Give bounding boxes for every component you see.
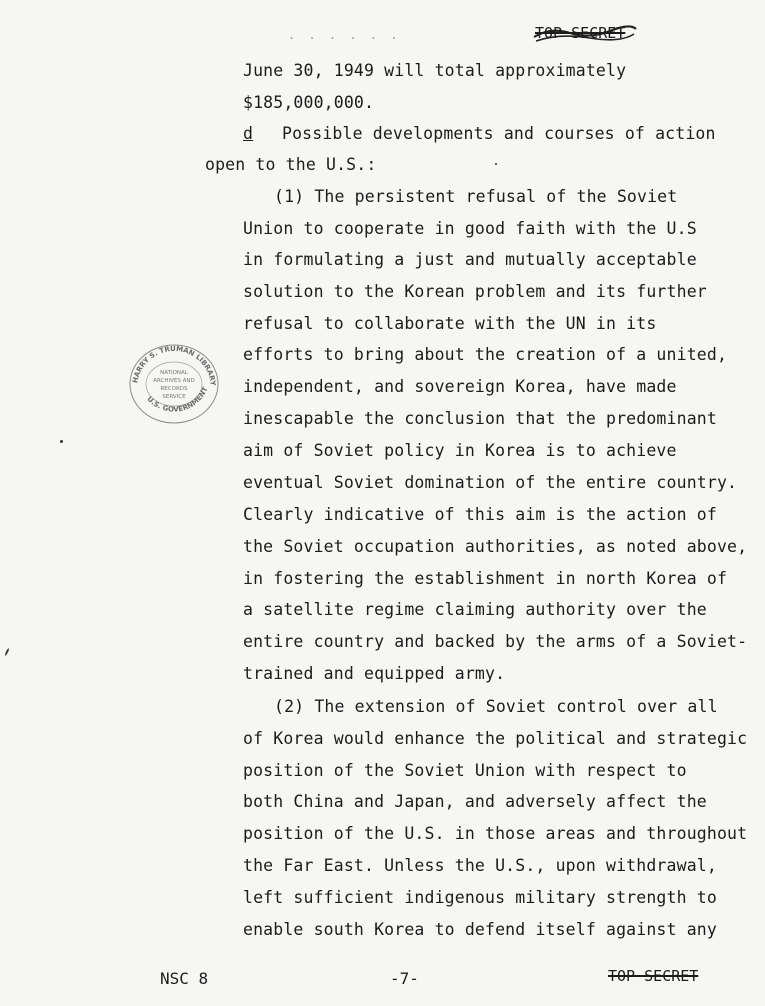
footer-classification: TOP SECRET (608, 967, 699, 985)
paragraph-line: Union to cooperate in good faith with the U.S (243, 219, 697, 238)
section-heading-line: open to the U.S.: (205, 155, 377, 174)
paragraph-line: a satellite regime claiming authority over the (243, 600, 707, 619)
paragraph-line: position of the U.S. in those areas and throughout (243, 824, 748, 843)
paragraph-line: efforts to bring about the creation of a united, (243, 345, 728, 364)
paragraph-line: refusal to collaborate with the UN in its (243, 314, 657, 333)
stamp-line: RECORDS (160, 386, 188, 392)
paragraph-line: eventual Soviet domination of the entire country. (243, 473, 738, 492)
scan-speck (60, 440, 63, 443)
paragraph-line: aim of Soviet policy in Korea is to achieve (243, 441, 677, 460)
stamp-line: ARCHIVES AND (153, 378, 195, 384)
paragraph-line: (2) The extension of Soviet control over all (274, 697, 718, 716)
paragraph-line: the Soviet occupation authorities, as noted above, (243, 537, 748, 556)
paragraph-line: inescapable the conclusion that the predominant (243, 409, 717, 428)
paragraph-line: trained and equipped army. (243, 664, 506, 683)
paragraph-line: enable south Korea to defend itself against any (243, 920, 717, 939)
paragraph-line: both China and Japan, and adversely affect the (243, 792, 707, 811)
paragraph-line: solution to the Korean problem and its further (243, 282, 707, 301)
faint-marks: . . . . . . (288, 28, 401, 42)
paragraph-line: Clearly indicative of this aim is the action of (243, 505, 717, 524)
paragraph-line: entire country and backed by the arms of a Soviet- (243, 632, 748, 651)
paragraph-line: of Korea would enhance the political and strategic (243, 729, 748, 748)
stamp-text-top: HARRY S. TRUMAN LIBRARY (131, 344, 217, 387)
continuation-line: June 30, 1949 will total approximately (243, 61, 627, 80)
archives-seal-stamp-icon (125, 340, 223, 424)
stamp-line: SERVICE (162, 394, 186, 400)
scan-speck (4, 648, 9, 656)
continuation-line: $185,000,000. (243, 93, 375, 112)
stamp-line: NATIONAL (160, 370, 188, 376)
paragraph-line: in formulating a just and mutually acceptable (243, 250, 697, 269)
paragraph-line: (1) The persistent refusal of the Soviet (274, 187, 678, 206)
header-classification: TOP SECRET (535, 24, 626, 42)
scan-speck (495, 163, 497, 165)
paragraph-line: position of the Soviet Union with respect to (243, 761, 687, 780)
paragraph-line: in fostering the establishment in north Korea of (243, 569, 728, 588)
section-letter: d (243, 124, 254, 143)
paragraph-line: the Far East. Unless the U.S., upon withdrawal, (243, 856, 717, 875)
stamp-text-bottom: U.S. GOVERNMENT (145, 385, 210, 414)
paragraph-line: independent, and sovereign Korea, have made (243, 377, 677, 396)
paragraph-line: left sufficient indigenous military strength to (243, 888, 717, 907)
footer-page-number: -7- (390, 969, 419, 988)
footer-doc-id: NSC 8 (160, 969, 209, 988)
section-heading-line: Possible developments and courses of action (282, 124, 716, 143)
